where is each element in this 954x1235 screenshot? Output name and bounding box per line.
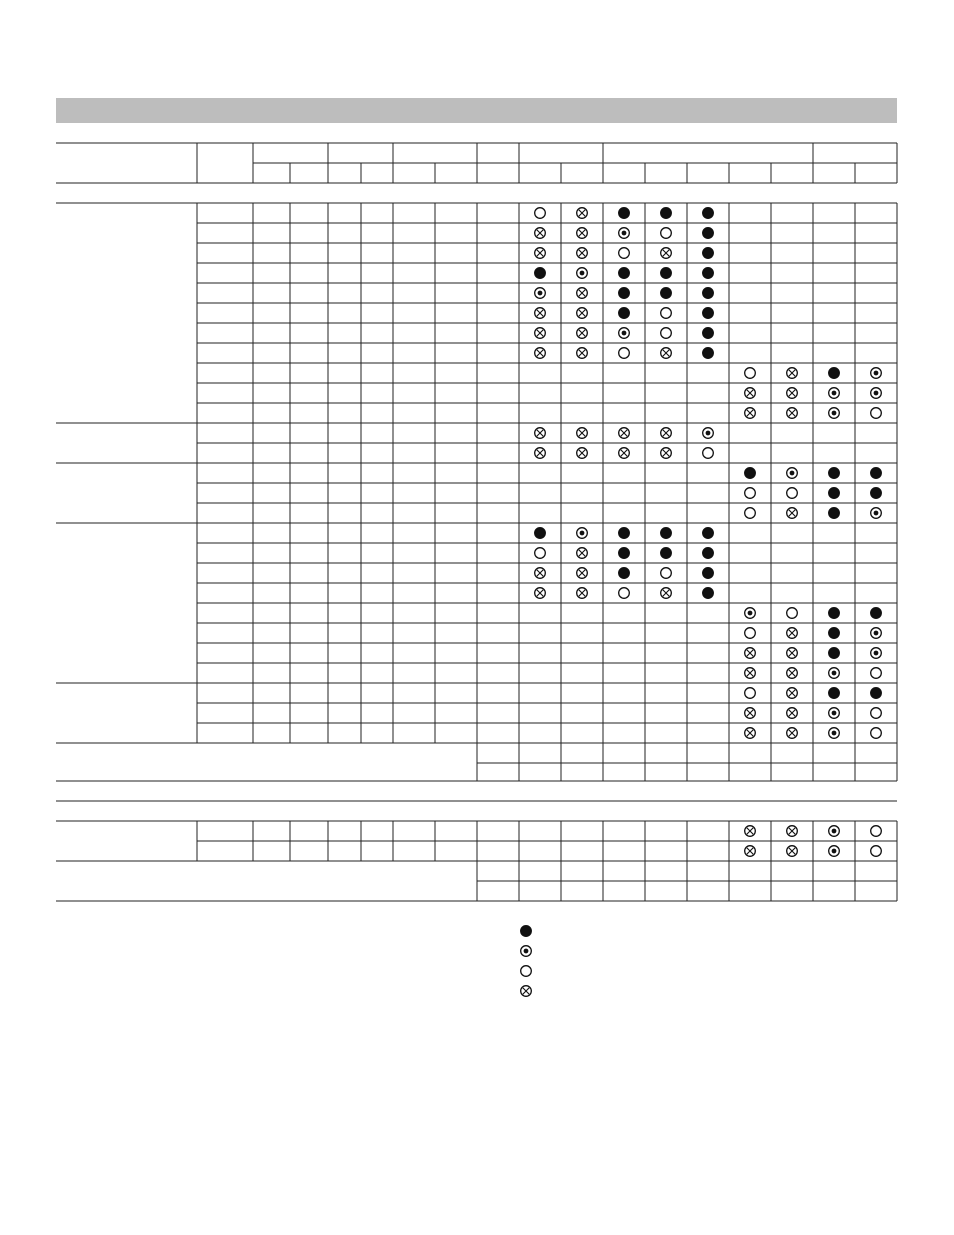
cross-circle-icon <box>787 708 798 719</box>
filled-circle-icon <box>619 568 630 579</box>
filled-circle-icon <box>703 228 714 239</box>
cross-circle-icon <box>745 408 756 419</box>
filled-circle-icon <box>829 488 840 499</box>
cross-circle-icon <box>787 508 798 519</box>
legend-dot-circle-icon <box>521 946 532 957</box>
filled-circle-icon <box>703 548 714 559</box>
filled-circle-icon <box>703 568 714 579</box>
filled-circle-icon <box>661 288 672 299</box>
cross-circle-icon <box>577 288 588 299</box>
cross-circle-icon <box>577 228 588 239</box>
cross-circle-icon <box>535 228 546 239</box>
open-circle-icon <box>871 408 882 419</box>
cross-circle-icon <box>577 328 588 339</box>
cross-circle-icon <box>577 248 588 259</box>
filled-circle-icon <box>619 548 630 559</box>
dot-circle-icon <box>829 728 840 739</box>
filled-circle-icon <box>535 268 546 279</box>
open-circle-icon <box>661 308 672 319</box>
cross-circle-icon <box>619 448 630 459</box>
filled-circle-icon <box>829 468 840 479</box>
cross-circle-icon <box>787 728 798 739</box>
open-circle-icon <box>535 548 546 559</box>
filled-circle-icon <box>829 508 840 519</box>
filled-circle-icon <box>619 308 630 319</box>
filled-circle-icon <box>661 208 672 219</box>
filled-circle-icon <box>871 488 882 499</box>
cross-circle-icon <box>535 588 546 599</box>
open-circle-icon <box>661 328 672 339</box>
filled-circle-icon <box>619 288 630 299</box>
cross-circle-icon <box>535 328 546 339</box>
dot-circle-icon <box>829 826 840 837</box>
cross-circle-icon <box>787 668 798 679</box>
open-circle-icon <box>871 728 882 739</box>
cross-circle-icon <box>745 668 756 679</box>
filled-circle-icon <box>703 268 714 279</box>
filled-circle-icon <box>871 468 882 479</box>
cross-circle-icon <box>535 308 546 319</box>
dot-circle-icon <box>871 388 882 399</box>
open-circle-icon <box>745 688 756 699</box>
cross-circle-icon <box>745 648 756 659</box>
filled-circle-icon <box>829 608 840 619</box>
cross-circle-icon <box>787 648 798 659</box>
open-circle-icon <box>745 508 756 519</box>
cross-circle-icon <box>661 348 672 359</box>
filled-circle-icon <box>703 348 714 359</box>
filled-circle-icon <box>661 268 672 279</box>
cross-circle-icon <box>661 588 672 599</box>
dot-circle-icon <box>577 268 588 279</box>
filled-circle-icon <box>661 528 672 539</box>
cross-circle-icon <box>661 248 672 259</box>
cross-circle-icon <box>577 548 588 559</box>
filled-circle-icon <box>829 648 840 659</box>
filled-circle-icon <box>703 308 714 319</box>
cross-circle-icon <box>577 448 588 459</box>
legend-open-circle-icon <box>521 966 532 977</box>
filled-circle-icon <box>829 368 840 379</box>
cross-circle-icon <box>577 208 588 219</box>
dot-circle-icon <box>871 628 882 639</box>
open-circle-icon <box>871 826 882 837</box>
open-circle-icon <box>703 448 714 459</box>
dot-circle-icon <box>871 648 882 659</box>
open-circle-icon <box>871 668 882 679</box>
filled-circle-icon <box>829 688 840 699</box>
open-circle-icon <box>787 488 798 499</box>
open-circle-icon <box>787 608 798 619</box>
cross-circle-icon <box>577 348 588 359</box>
cross-circle-icon <box>745 728 756 739</box>
open-circle-icon <box>619 348 630 359</box>
legend-filled-circle-icon <box>521 926 532 937</box>
dot-circle-icon <box>703 428 714 439</box>
filled-circle-icon <box>745 468 756 479</box>
dot-circle-icon <box>619 228 630 239</box>
cross-circle-icon <box>619 428 630 439</box>
cross-circle-icon <box>787 408 798 419</box>
open-circle-icon <box>745 368 756 379</box>
filled-circle-icon <box>535 528 546 539</box>
cross-circle-icon <box>535 428 546 439</box>
dot-circle-icon <box>871 368 882 379</box>
cross-circle-icon <box>787 688 798 699</box>
open-circle-icon <box>871 846 882 857</box>
filled-circle-icon <box>703 288 714 299</box>
cross-circle-icon <box>787 368 798 379</box>
open-circle-icon <box>619 588 630 599</box>
cross-circle-icon <box>787 826 798 837</box>
cross-circle-icon <box>661 448 672 459</box>
cross-circle-icon <box>535 248 546 259</box>
filled-circle-icon <box>619 268 630 279</box>
cross-circle-icon <box>535 448 546 459</box>
dot-circle-icon <box>871 508 882 519</box>
dot-circle-icon <box>787 468 798 479</box>
cross-circle-icon <box>787 846 798 857</box>
filled-circle-icon <box>703 328 714 339</box>
open-circle-icon <box>661 228 672 239</box>
dot-circle-icon <box>829 668 840 679</box>
open-circle-icon <box>745 488 756 499</box>
dot-circle-icon <box>535 288 546 299</box>
filled-circle-icon <box>871 608 882 619</box>
open-circle-icon <box>745 628 756 639</box>
filled-circle-icon <box>871 688 882 699</box>
cross-circle-icon <box>577 588 588 599</box>
dot-circle-icon <box>829 846 840 857</box>
cross-circle-icon <box>535 348 546 359</box>
dot-circle-icon <box>577 528 588 539</box>
filled-circle-icon <box>829 628 840 639</box>
filled-circle-icon <box>703 208 714 219</box>
cross-circle-icon <box>535 568 546 579</box>
cross-circle-icon <box>745 826 756 837</box>
filled-circle-icon <box>661 548 672 559</box>
cross-circle-icon <box>787 388 798 399</box>
filled-circle-icon <box>703 528 714 539</box>
cross-circle-icon <box>745 846 756 857</box>
cross-circle-icon <box>577 428 588 439</box>
open-circle-icon <box>619 248 630 259</box>
cross-circle-icon <box>787 628 798 639</box>
cross-circle-icon <box>745 708 756 719</box>
dot-circle-icon <box>829 388 840 399</box>
cross-circle-icon <box>577 308 588 319</box>
dot-circle-icon <box>619 328 630 339</box>
cross-circle-icon <box>745 388 756 399</box>
dot-circle-icon <box>745 608 756 619</box>
open-circle-icon <box>871 708 882 719</box>
filled-circle-icon <box>619 208 630 219</box>
open-circle-icon <box>535 208 546 219</box>
legend-cross-circle-icon <box>521 986 532 997</box>
dot-circle-icon <box>829 408 840 419</box>
filled-circle-icon <box>619 528 630 539</box>
filled-circle-icon <box>703 588 714 599</box>
cross-circle-icon <box>661 428 672 439</box>
open-circle-icon <box>661 568 672 579</box>
cross-circle-icon <box>577 568 588 579</box>
dot-circle-icon <box>829 708 840 719</box>
filled-circle-icon <box>703 248 714 259</box>
